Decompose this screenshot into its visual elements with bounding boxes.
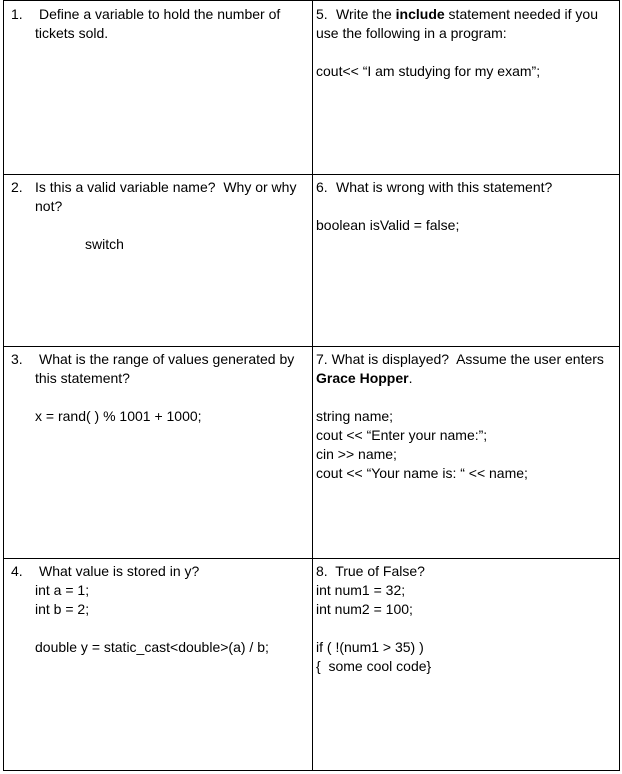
question-3-number: 3.: [11, 351, 23, 367]
question-2-line-1: 2. Is this a valid variable name? Why or why: [11, 179, 297, 195]
question-7: [316, 350, 618, 483]
question-7-code-4: cout << “Your name is: “ << name;: [316, 465, 528, 481]
question-8-code-1: int num1 = 32;: [316, 582, 406, 598]
question-5-number: 5.: [316, 6, 328, 22]
row-divider-2: [4, 346, 619, 347]
question-7-code-3: cin >> name;: [316, 446, 397, 462]
question-2: [11, 178, 309, 254]
question-5-line-2: use the following in a program:: [316, 25, 507, 41]
question-6: [316, 178, 618, 235]
question-8-code-3: if ( !(num1 > 35) ): [316, 639, 424, 655]
question-6-line-1: 6. What is wrong with this statement?: [316, 179, 553, 195]
question-4: [11, 562, 309, 657]
question-5-bold-word: include: [395, 6, 445, 22]
question-4-line-1: 4. What value is stored in y?: [11, 563, 200, 579]
question-7-code-2: cout << “Enter your name:”;: [316, 427, 488, 443]
question-6-number: 6.: [316, 179, 328, 195]
question-7-line-1: 7. What is displayed? Assume the user enters: [316, 351, 604, 367]
question-5: [316, 5, 618, 81]
question-4-code-3: double y = static_cast<double>(a) / b;: [35, 639, 269, 655]
question-grid: [3, 0, 620, 771]
question-4-code-2: int b = 2;: [35, 601, 90, 617]
question-4-number: 4.: [11, 563, 23, 579]
column-divider: [312, 1, 313, 770]
question-3-line-2: this statement?: [35, 370, 130, 386]
question-8-code-2: int num2 = 100;: [316, 601, 413, 617]
question-1-number: 1.: [11, 6, 23, 22]
question-3-code: x = rand( ) % 1001 + 1000;: [35, 408, 202, 424]
question-4-code-1: int a = 1;: [35, 582, 90, 598]
question-5-code: cout<< “I am studying for my exam”;: [316, 63, 541, 79]
question-7-code-1: string name;: [316, 408, 394, 424]
question-6-code: boolean isValid = false;: [316, 217, 460, 233]
question-8-line-1: 8. True of False?: [316, 563, 425, 579]
question-1: [11, 5, 309, 43]
question-3-line-1: 3. What is the range of values generated by: [11, 351, 295, 367]
question-7-line-2: Grace Hopper.: [316, 370, 413, 386]
question-2-line-2: not?: [35, 198, 63, 214]
question-8: [316, 562, 618, 676]
question-8-code-4: { some cool code}: [316, 658, 432, 674]
question-7-bold-name: Grace Hopper: [316, 370, 409, 386]
question-3: [11, 350, 309, 426]
row-divider-1: [4, 174, 619, 175]
question-2-word: switch: [85, 236, 124, 252]
question-1-line-2: tickets sold.: [35, 25, 109, 41]
question-1-line-1: 1. Define a variable to hold the number of: [11, 6, 281, 22]
question-5-line-1: 5. Write the include statement needed if you: [316, 6, 598, 22]
row-divider-3: [4, 558, 619, 559]
question-2-number: 2.: [11, 179, 23, 195]
